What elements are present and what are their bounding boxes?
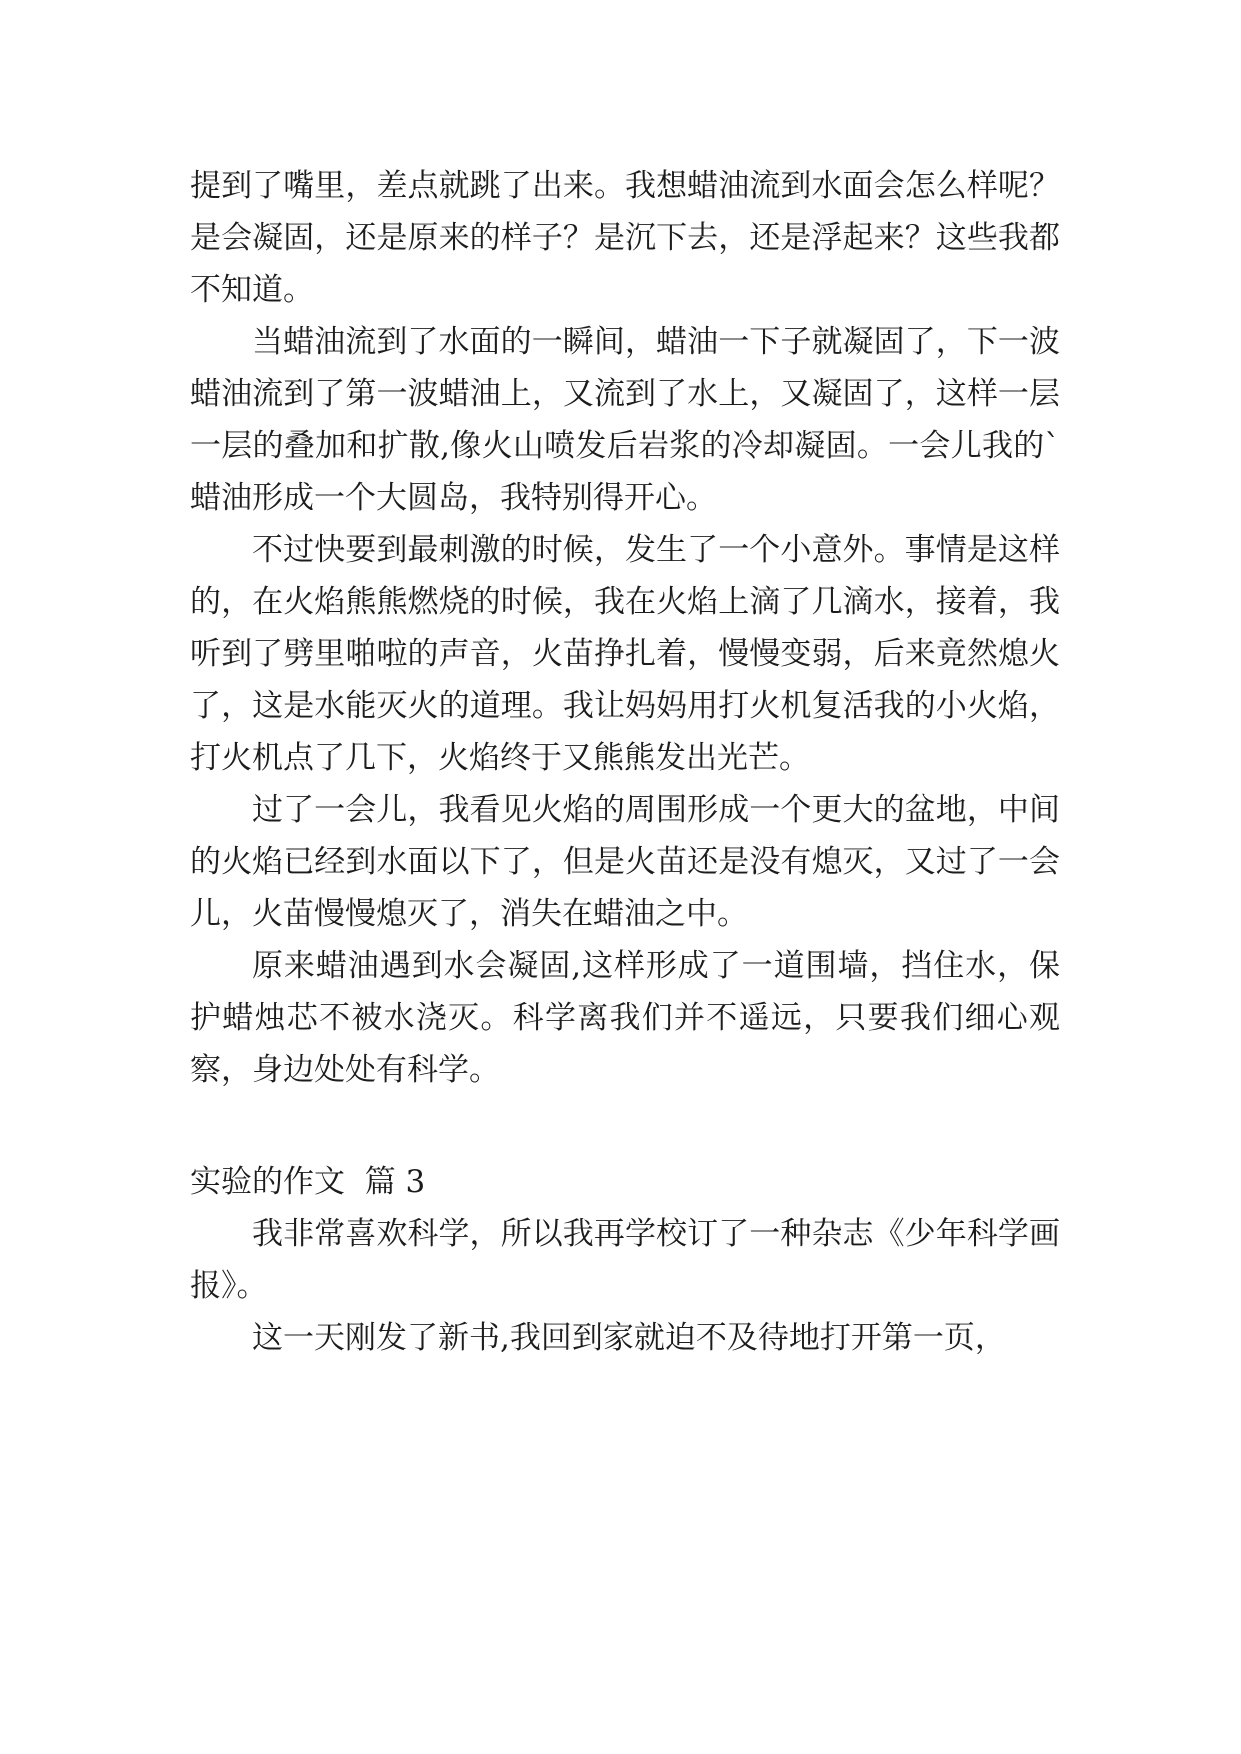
paragraph-5: 原来蜡油遇到水会凝固,这样形成了一道围墙，挡住水，保护蜡烛芯不被水浇灭。科学离我们并不遥远，只要我们细心观察，身边处处有科学。 xyxy=(190,948,1060,1088)
paragraph-2: 当蜡油流到了水面的一瞬间，蜡油一下子就凝固了，下一波蜡油流到了第一波蜡油上，又流到了水上，又凝固了，这样一层一层的叠加和扩散,像火山喷发后岩浆的冷却凝固。一会儿我的`蜡油形成一个大圆岛，我特别得开心。 xyxy=(190,324,1060,516)
paragraph-3: 不过快要到最刺激的时候，发生了一个小意外。事情是这样的，在火焰熊熊燃烧的时候，我在火焰上滴了几滴水，接着，我听到了劈里啪啦的声音，火苗挣扎着，慢慢变弱，后来竟然熄火了，这是水能灭火的道理。我让妈妈用打火机复活我的小火焰，打火机点了几下，火焰终于又熊熊发出光芒。 xyxy=(190,532,1060,776)
paragraph-4: 过了一会儿，我看见火焰的周围形成一个更大的盆地，中间的火焰已经到水面以下了，但是火苗还是没有熄灭，又过了一会儿，火苗慢慢熄灭了，消失在蜡油之中。 xyxy=(190,792,1060,932)
paragraph-6: 我非常喜欢科学，所以我再学校订了一种杂志《少年科学画报》。 xyxy=(190,1216,1060,1304)
paragraph-7: 这一天刚发了新书,我回到家就迫不及待地打开第一页， xyxy=(252,1320,1006,1356)
document-page xyxy=(190,160,1060,1364)
section-heading: 实验的作文 篇 3 xyxy=(190,1164,426,1200)
paragraph-1: 提到了嘴里，差点就跳了出来。我想蜡油流到水面会怎么样呢？是会凝固，还是原来的样子？是沉下去，还是浮起来？这些我都不知道。 xyxy=(190,168,1060,308)
